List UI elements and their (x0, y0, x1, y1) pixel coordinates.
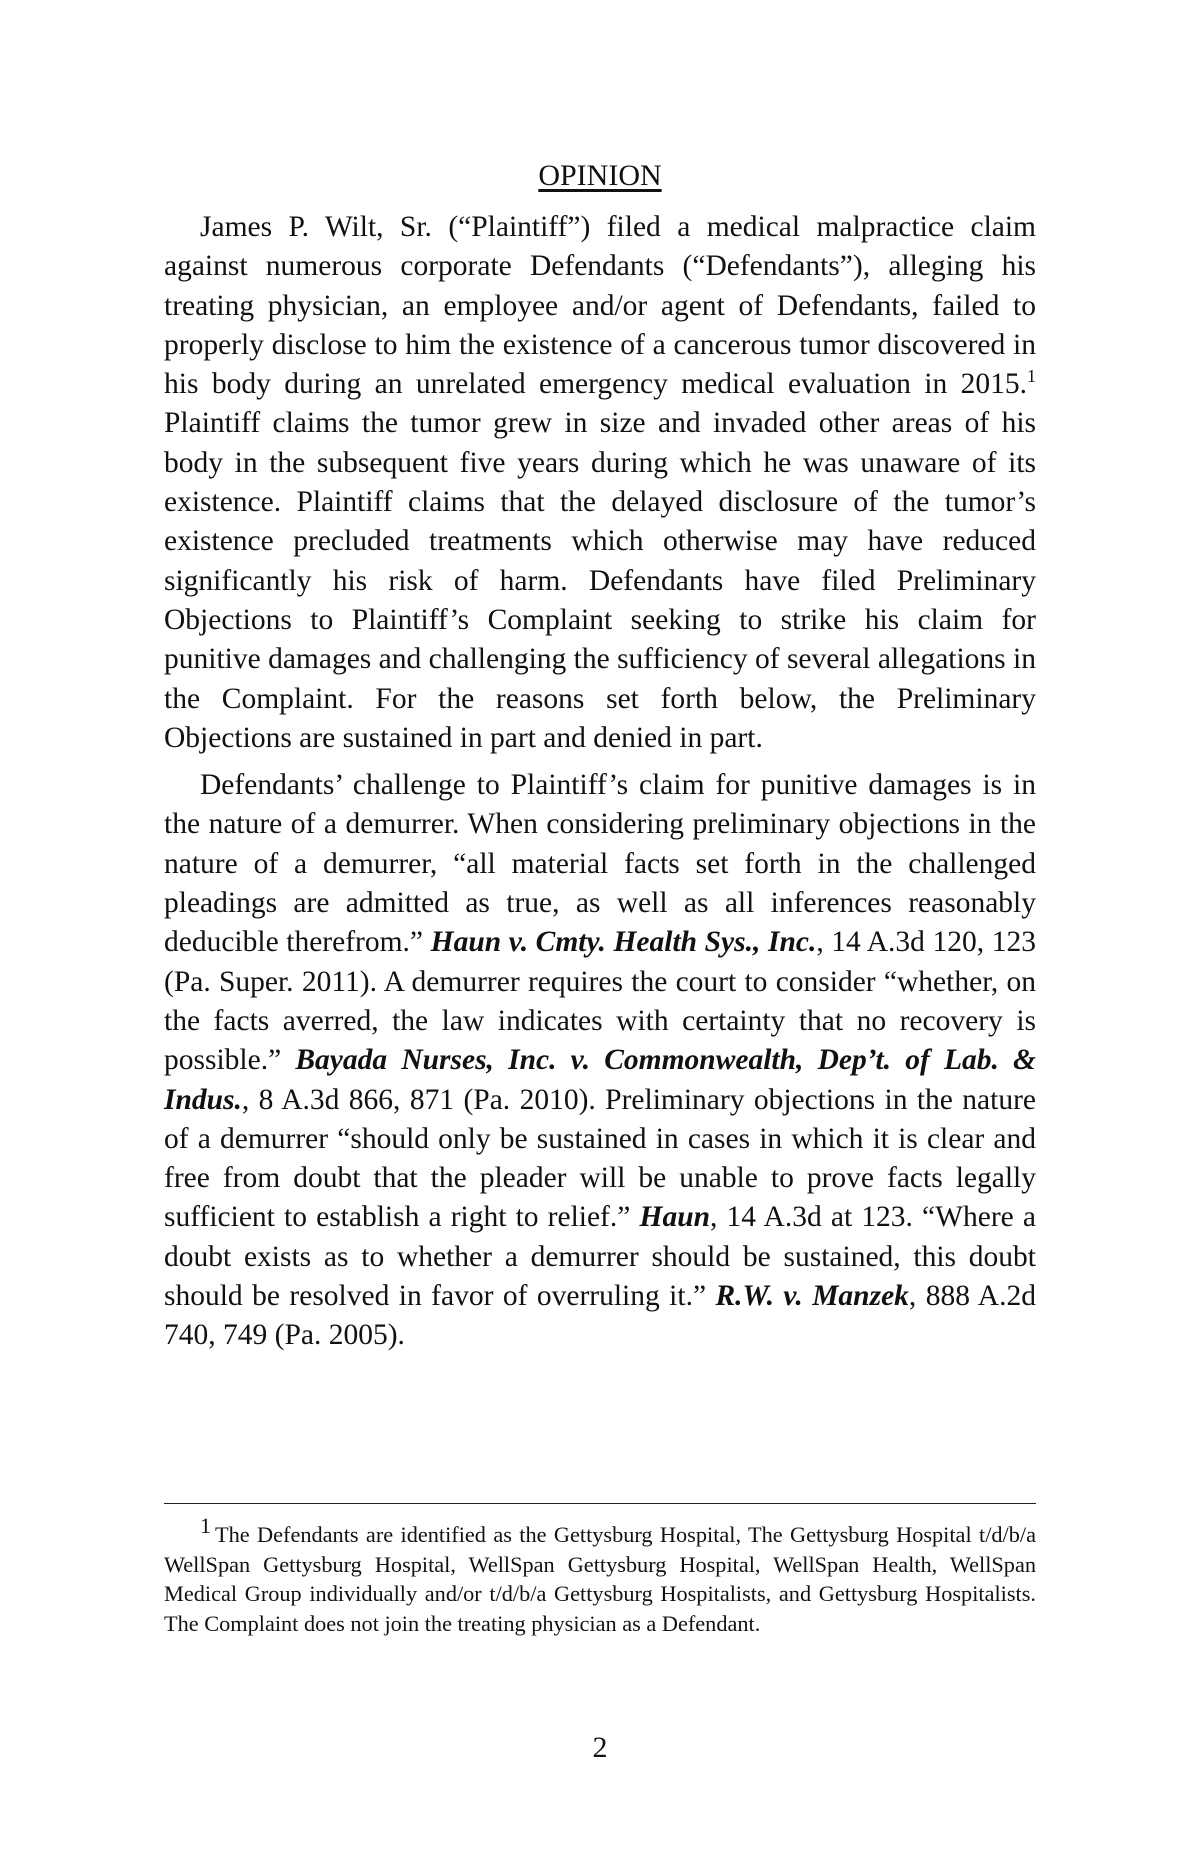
case-citation-manzek: R.W. v. Manzek (715, 1280, 909, 1313)
footnote-divider (164, 1503, 1036, 1504)
paragraph-2-text-5: , 888 A.2d 740, 749 (Pa. 2005). (164, 1280, 1036, 1352)
case-citation-haun-short: Haun (639, 1201, 711, 1234)
paragraph-1-text-b: Plaintiff claims the tumor grew in size and invaded other areas of his body in the subsequent five years during which he was unaware of its existence. Plaintiff claims that the delayed disclosure of the tumor’s existence precluded treatments which otherwise may have reduced significantly his risk of harm. Defendants have filed Preliminary Objections to Plaintiff’s Complaint seeking to strike his claim for punitive damages and challenging the sufficiency of several allegations in the Complaint. For the reasons set forth below, the Preliminary Objections are sustained in part and denied in part. (164, 407, 1036, 754)
paragraph-1 (164, 208, 1036, 758)
case-citation-bayada: Bayada Nurses, Inc. v. Commonwealth, Dep’t. of Lab. & Indus. (164, 1044, 1036, 1116)
paragraph-2 (164, 766, 1036, 1355)
page-number: 2 (592, 1731, 608, 1764)
paragraph-2-text-4: , 14 A.3d at 123. “Where a doubt exists as to whether a demurrer should be sustained, this doubt should be resolved in favor of overruling it.” (164, 1201, 1036, 1313)
paragraph-2-text-1: Defendants’ challenge to Plaintiff’s claim for punitive damages is in the nature of a demurrer. When considering preliminary objections in the nature of a demurrer, “all material facts set forth in the challenged pleadings are admitted as true, as well as all inferences reasonably deducible therefrom.” (164, 769, 1036, 959)
case-citation-haun: Haun v. Cmty. Health Sys., Inc. (430, 926, 817, 959)
footnote-number: 1 (200, 1513, 211, 1538)
opinion-body (164, 208, 1036, 1356)
paragraph-2-text-2: , 14 A.3d 120, 123 (Pa. Super. 2011). A demurrer requires the court to consider “whether, on the facts averred, the law indicates with certainty that no recovery is possible.” (164, 926, 1036, 1077)
footnote (164, 1513, 1036, 1638)
paragraph-1-text-a: James P. Wilt, Sr. (“Plaintiff”) filed a medical malpractice claim against numerous corporate Defendants (“Defendants”), alleging his treating physician, an employee and/or agent of Defendants, failed to properly disclose to him the existence of a cancerous tumor discovered in his body during an unrelated emergency medical evaluation in 2015. (164, 211, 1036, 401)
paragraph-2-text-3: , 8 A.3d 866, 871 (Pa. 2010). Preliminary objections in the nature of a demurrer “should only be sustained in cases in which it is clear and free from doubt that the pleader will be unable to prove facts legally sufficient to establish a right to relief.” (164, 1083, 1036, 1234)
footnote-reference[interactable]: 1 (1027, 366, 1036, 387)
opinion-heading: OPINION (538, 159, 662, 192)
footnote-text: The Defendants are identified as the Gettysburg Hospital, The Gettysburg Hospital t/d/b/a WellSpan Gettysburg Hospital, WellSpan Gettysburg Hospital, WellSpan Health, WellSpan Medical Group individually and/or t/d/b/a Gettysburg Hospitalists, and Gettysburg Hospitalists. The Complaint does not join the treating physician as a Defendant. (164, 1522, 1036, 1636)
